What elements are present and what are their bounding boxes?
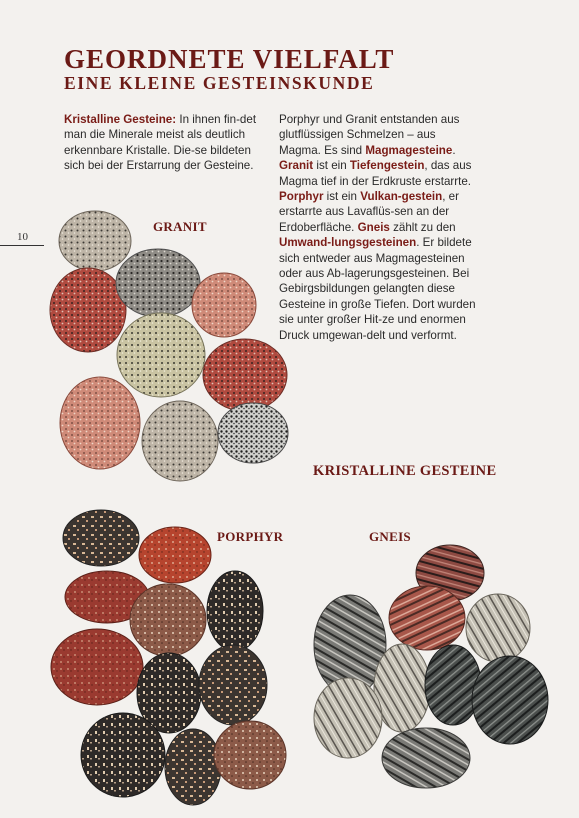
rock <box>81 713 165 797</box>
rock <box>389 586 465 650</box>
term-magmagesteine: Magmagesteine <box>365 143 453 157</box>
intro-column <box>64 112 274 174</box>
rock <box>130 584 206 656</box>
term-tiefengestein: Tiefengestein <box>349 159 425 173</box>
porphyr-label: PORPHYR <box>217 529 284 544</box>
text-segment: zählt zu den <box>389 220 456 234</box>
text-segment: . Er bildete sich entweder aus Magmagesteinen oder aus Ab-lagerungsgesteinen. Bei Gebirgsbildungen gelangten diese Gesteine in große Tiefen. Dort wurden sie unter großer Hit-ze und enormen Druck umgewan-delt und verformt. <box>279 236 476 342</box>
text-segment: In ihnen fin-det man die Minerale meist als deutlich erkennbare Kristalle. Die-se bildeten sich bei der Erstarrung der Gesteine. <box>64 113 257 173</box>
page-number: 10 <box>17 231 28 243</box>
gneis-label: GNEIS <box>369 529 411 544</box>
granite-pebbles-image <box>40 205 300 490</box>
text-segment: Porphyr und Granit entstanden aus glutflüssigen Schmelzen – aus Magma. Es sind <box>279 113 460 157</box>
text-segment: , das aus Magma tief in der Erdkruste erstarrte. <box>279 159 472 188</box>
term-umwandlungsgesteinen: Umwand-lungsgesteinen <box>279 236 417 250</box>
rock <box>203 339 287 411</box>
page-title: GEORDNETE VIELFALT <box>64 44 395 74</box>
term-vulkangestein: Vulkan-gestein <box>360 190 443 204</box>
rock <box>117 313 205 397</box>
gneiss-pebbles-image <box>310 540 555 800</box>
rock <box>59 211 131 271</box>
rock <box>382 728 470 788</box>
term-porphyr: Porphyr <box>279 190 324 204</box>
page-number-rule <box>0 245 44 246</box>
kristalline-gesteine-heading: KRISTALLINE GESTEINE <box>313 463 497 479</box>
rock <box>63 510 139 566</box>
rock <box>139 527 211 583</box>
rock <box>192 273 256 337</box>
text-segment: ist ein <box>323 190 361 204</box>
text-segment: , er erstarrte aus Lavaflüs-sen an der Erdoberfläche. <box>279 190 459 234</box>
term-gneis: Gneis <box>357 220 390 234</box>
rock <box>314 678 382 758</box>
rock <box>60 377 140 469</box>
rock <box>50 268 126 352</box>
text-segment: . <box>452 143 456 157</box>
rock <box>472 656 548 744</box>
porphyry-pebbles-image <box>45 505 295 810</box>
rock <box>425 645 481 725</box>
rock <box>207 571 263 651</box>
rock <box>51 629 143 705</box>
text-segment: ist ein <box>313 159 350 173</box>
page-subtitle: EINE KLEINE GESTEINSKUNDE <box>64 73 375 93</box>
rock <box>218 403 288 463</box>
rock <box>214 721 286 789</box>
rock <box>142 401 218 481</box>
rock <box>165 729 221 805</box>
description-column <box>279 112 479 343</box>
rock <box>199 645 267 725</box>
granit-label: GRANIT <box>153 219 207 234</box>
term-granit: Granit <box>279 159 314 173</box>
rock <box>466 594 530 662</box>
rock <box>116 249 200 317</box>
term-kristalline: Kristalline Gesteine: <box>64 113 177 126</box>
